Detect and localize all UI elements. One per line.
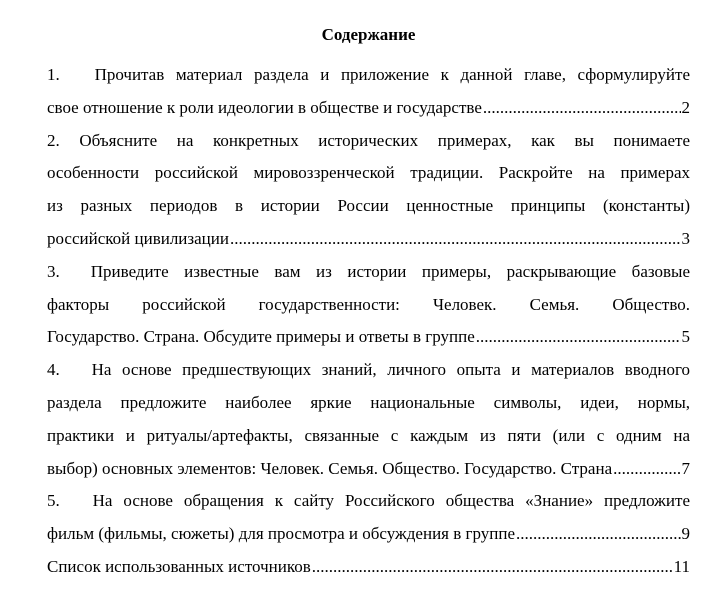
toc-title: Содержание <box>321 25 416 44</box>
toc-entry-text: российской цивилизации <box>47 228 229 248</box>
toc-dot-leader <box>516 518 681 551</box>
toc-page-number: 7 <box>681 458 690 478</box>
toc-dot-leader <box>476 321 681 354</box>
toc-entry-line: раздела предложите наиболее яркие национальные символы, идеи, нормы, <box>47 392 690 412</box>
toc-entry-1 <box>47 59 690 125</box>
toc-entry-line: 5. На основе обращения к сайту Российского общества «Знание» предложите <box>47 491 690 511</box>
toc-page-number: 5 <box>681 327 690 347</box>
toc-entry-last-line <box>47 92 690 125</box>
toc-entry-line: особенности российской мировоззренческой традиции. Раскройте на примерах <box>47 163 690 183</box>
toc-entry-line: 2. Объясните на конкретных исторических примерах, как вы понимаете <box>47 130 690 150</box>
toc-entry-text: выбор) основных элементов: Человек. Семья. Общество. Государство. Страна <box>47 458 613 478</box>
toc-page-number: 9 <box>681 524 690 544</box>
table-of-contents <box>47 59 690 584</box>
toc-entry-text: свое отношение к роли идеологии в обществе и государстве <box>47 97 482 117</box>
toc-entry-line: факторы российской государственности: Человек. Семья. Общество. <box>47 294 690 314</box>
toc-entry-line: 1. Прочитав материал раздела и приложение к данной главе, сформулируйте <box>47 65 690 84</box>
toc-entry-line: из разных периодов в истории России ценностные принципы (константы) <box>47 196 690 216</box>
toc-entry-text: Список использованных источников <box>47 556 311 576</box>
toc-entry-line: 4. На основе предшествующих знаний, личного опыта и материалов вводного <box>47 360 690 380</box>
toc-entry-last-line <box>47 321 690 354</box>
toc-entry-line: 3. Приведите известные вам из истории примеры, раскрывающие базовые <box>47 261 690 281</box>
toc-entry-last-line <box>47 551 690 584</box>
toc-page-number: 11 <box>673 556 690 576</box>
toc-entry-2 <box>47 125 690 256</box>
toc-dot-leader <box>613 453 680 486</box>
toc-entry-text: Государство. Страна. Обсудите примеры и ответы в группе <box>47 327 475 347</box>
toc-dot-leader <box>483 92 681 125</box>
toc-entry-last-line <box>47 453 690 486</box>
toc-entry-3 <box>47 256 690 354</box>
toc-entry-last-line <box>47 518 690 551</box>
toc-entry-5 <box>47 485 690 551</box>
toc-page-number: 2 <box>681 97 690 117</box>
toc-page-number: 3 <box>681 228 690 248</box>
toc-entry-line: практики и ритуалы/артефакты, связанные с каждым из пяти (или с одним на <box>47 425 690 445</box>
toc-dot-leader <box>230 223 681 256</box>
toc-entry-last-line <box>47 223 690 256</box>
toc-entry-4 <box>47 354 690 485</box>
toc-entry-sources <box>47 551 690 584</box>
toc-entry-text: фильм (фильмы, сюжеты) для просмотра и обсуждения в группе <box>47 524 515 544</box>
toc-dot-leader <box>312 551 673 584</box>
